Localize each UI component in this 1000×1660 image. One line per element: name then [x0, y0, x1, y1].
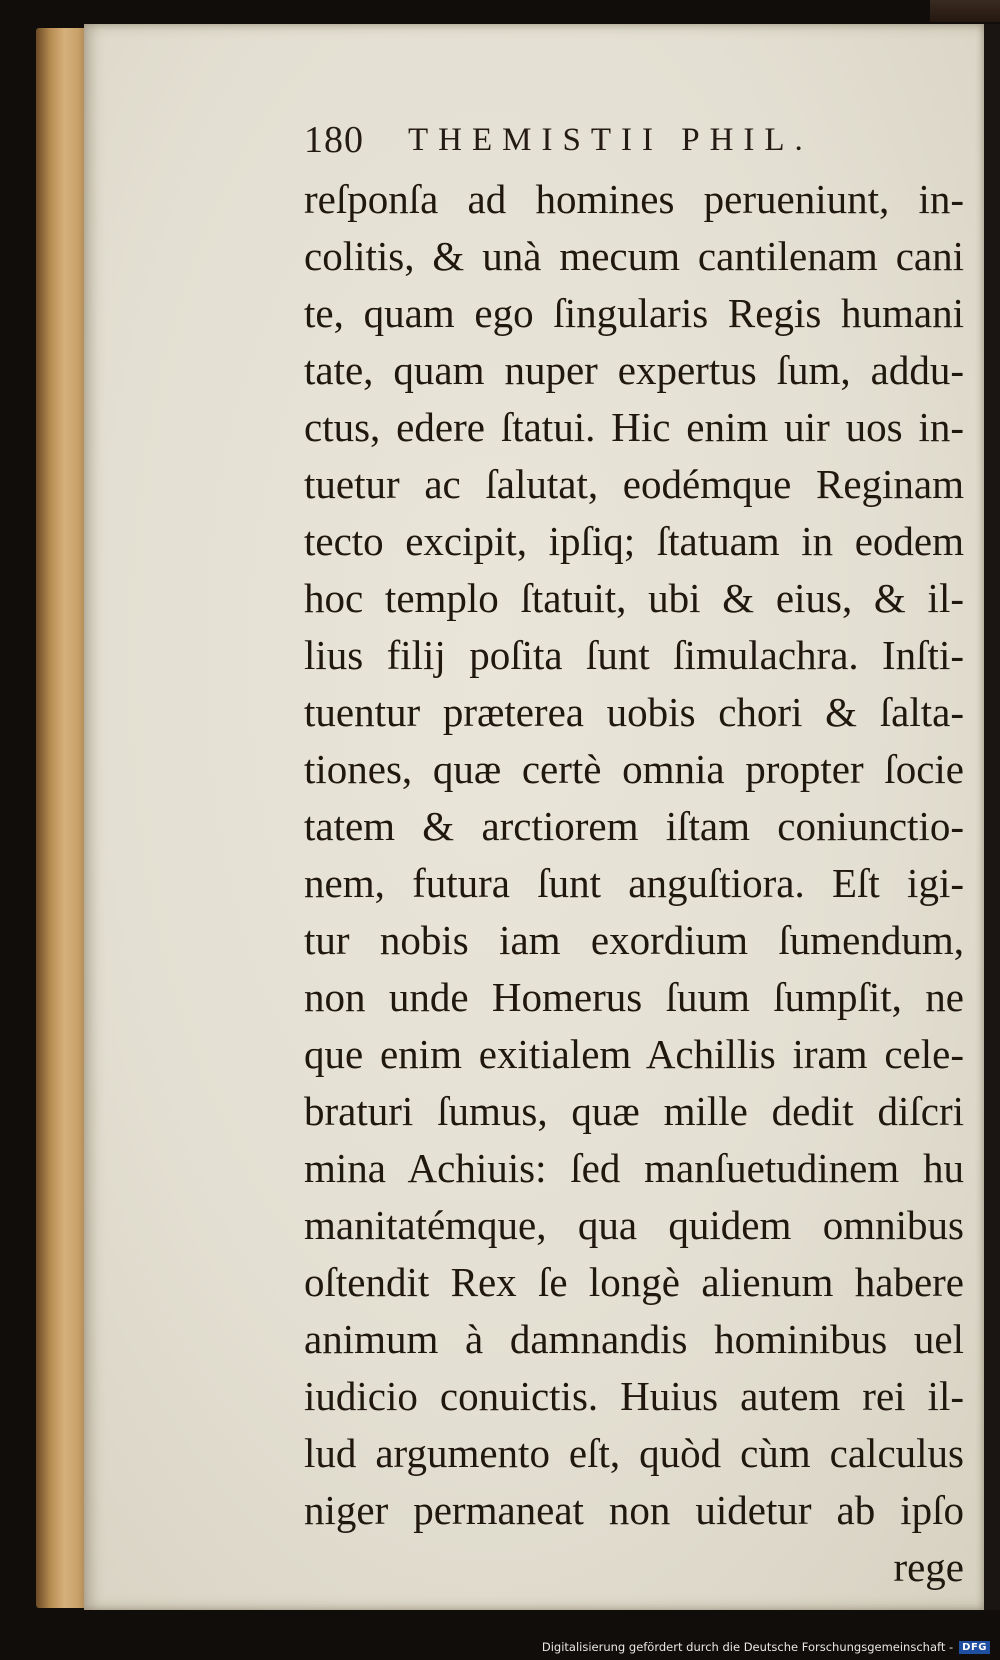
- body-text: [304, 171, 964, 1596]
- text-line: colitis, & unà mecum cantilenam cani: [304, 233, 964, 279]
- text-line: oſtendit Rex ſe longè alienum habere: [304, 1259, 964, 1305]
- text-line: niger permaneat non uidetur ab ipſo: [304, 1487, 964, 1533]
- page-header: [304, 115, 874, 165]
- book-binding-corner: [930, 0, 1000, 22]
- text-line: manitatémque, qua quidem omnibus: [304, 1202, 964, 1248]
- text-line: te, quam ego ſingularis Regis humani: [304, 290, 964, 336]
- text-line: mina Achiuis: ſed manſuetudinem hu: [304, 1145, 964, 1191]
- text-line: tuetur ac ſalutat, eodémque Reginam: [304, 461, 964, 507]
- text-line: que enim exitialem Achillis iram cele-: [304, 1031, 964, 1077]
- dfg-logo: DFG: [959, 1641, 990, 1654]
- text-line: non unde Homerus ſuum ſumpſit, ne: [304, 974, 964, 1020]
- text-line: tuentur præterea uobis chori & ſalta-: [304, 689, 964, 735]
- text-line: tiones, quæ certè omnia propter ſocie: [304, 746, 964, 792]
- text-line: tate, quam nuper expertus ſum, addu-: [304, 347, 964, 393]
- text-line: animum à damnandis hominibus uel: [304, 1316, 964, 1362]
- text-line: lius filij poſita ſunt ſimulachra. Inſti-: [304, 632, 964, 678]
- text-line: nem, futura ſunt anguſtiora. Eſt igi-: [304, 860, 964, 906]
- text-line: iudicio conuictis. Huius autem rei il-: [304, 1373, 964, 1419]
- text-line: reſponſa ad homines perueniunt, in-: [304, 176, 964, 222]
- catchword: rege: [893, 1544, 964, 1590]
- text-line: tecto excipit, ipſiq; ſtatuam in eodem: [304, 518, 964, 564]
- page-number: 180: [304, 119, 364, 161]
- text-line: ctus, edere ſtatui. Hic enim uir uos in-: [304, 404, 964, 450]
- text-line: braturi ſumus, quæ mille dedit diſcri: [304, 1088, 964, 1134]
- scan-margin-strip: [984, 24, 1000, 1610]
- text-line: tur nobis iam exordium ſumendum,: [304, 917, 964, 963]
- text-line: hoc templo ſtatuit, ubi & eius, & il-: [304, 575, 964, 621]
- digitization-credit: [542, 1638, 990, 1656]
- credit-text: Digitalisierung gefördert durch die Deutsche Forschungsgemeinschaft -: [541, 1640, 954, 1654]
- running-head: THEMISTII PHIL.: [408, 122, 813, 158]
- text-line: lud argumento eſt, quòd cùm calculus: [304, 1430, 964, 1476]
- page-edge: [36, 28, 88, 1608]
- text-line: tatem & arctiorem iſtam coniunctio-: [304, 803, 964, 849]
